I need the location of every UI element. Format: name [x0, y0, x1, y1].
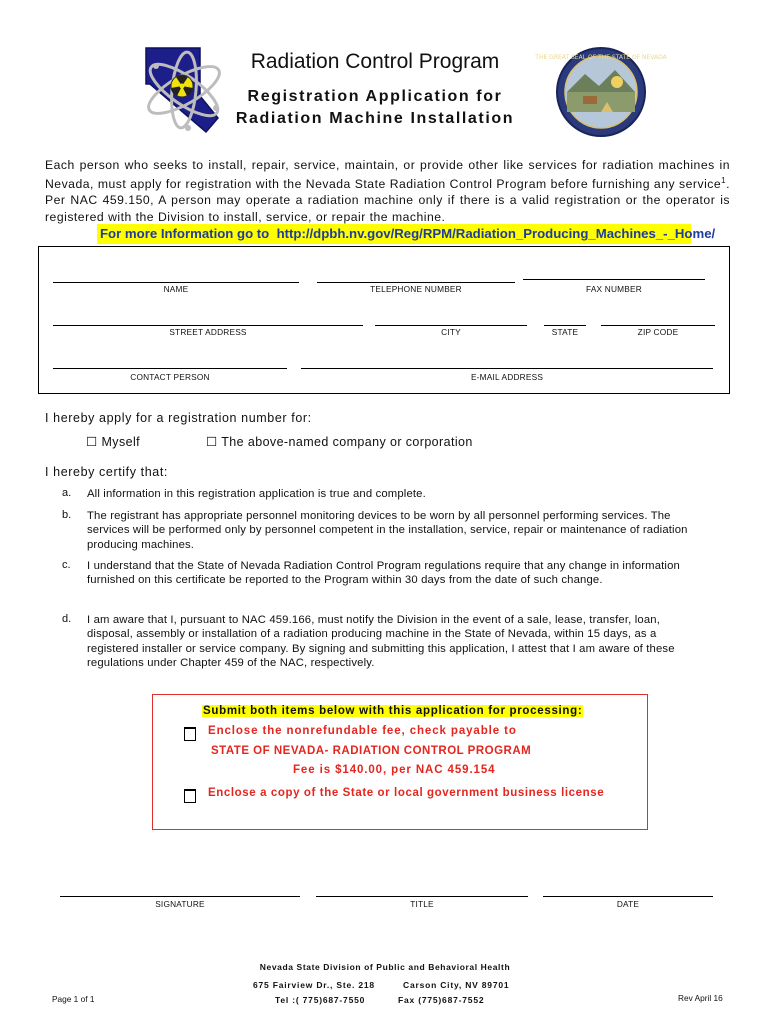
item-b-letter: b. [62, 509, 72, 521]
info-link[interactable]: http://dpbh.nv.gov/Reg/RPM/Radiation_Producing_Machines_-_Home/ [276, 226, 716, 241]
subtitle-line-1: Registration Application for [247, 88, 503, 105]
item-c-text: I understand that the State of Nevada Radiation Control Program regulations require that any change in information furnished on this certificate be reported to the Program within 30 days from the date of such change. [87, 560, 680, 587]
city-label: CITY [441, 327, 461, 337]
signature-label: SIGNATURE [155, 899, 205, 909]
option-company[interactable]: ☐ The above-named company or corporation [206, 435, 473, 449]
name-label: NAME [163, 284, 189, 294]
telephone-label: TELEPHONE NUMBER [370, 284, 462, 294]
item-b-text: The registrant has appropriate personnel monitoring devices to be worn by all personnel performing services. The services will be performed only by personnel competent in the installation, service, repair or maintenance of radiation producing machines. [87, 510, 688, 551]
city-line[interactable] [375, 325, 527, 326]
license-line: Enclose a copy of the State or local government business license [208, 787, 605, 799]
item-a-letter: a. [62, 487, 72, 499]
street-line[interactable] [53, 325, 363, 326]
date-label: DATE [616, 899, 640, 909]
page-number: Page 1 of 1 [52, 994, 95, 1004]
item-c-letter: c. [62, 559, 71, 571]
document-subtitle [210, 86, 540, 130]
footer-city: Carson City, NV 89701 [403, 980, 510, 990]
seal-text: THE GREAT SEAL OF THE STATE OF NEVADA [535, 54, 667, 61]
signature-line[interactable] [60, 896, 300, 897]
applicant-info-box [38, 246, 730, 394]
date-line[interactable] [543, 896, 713, 897]
state-line[interactable] [544, 325, 586, 326]
intro-text-1: Each person who seeks to install, repair, service, maintain, or provide other like services for radiation machines in Nevada, must apply for registration with the Nevada State Radiation Control Program before furnishing any service [45, 158, 730, 192]
fee-line-2: STATE OF NEVADA- RADIATION CONTROL PROGRAM [211, 745, 532, 757]
state-label: STATE [551, 327, 579, 337]
name-line[interactable] [53, 282, 299, 283]
email-label: E-MAIL ADDRESS [470, 372, 544, 382]
revision: Rev April 16 [678, 993, 723, 1003]
nevada-state-seal [535, 46, 667, 138]
intro-text-2: . Per NAC 459.150, A person may operate a radiation machine only if there is a valid registration or the operator is registered with the Division to install, service, or repair the machine. [45, 177, 730, 224]
option-myself[interactable]: ☐ Myself [86, 435, 140, 449]
info-banner [97, 224, 716, 244]
footer-org: Nevada State Division of Public and Behavioral Health [259, 962, 511, 972]
apply-heading: I hereby apply for a registration number for: [45, 411, 312, 425]
footer-address: 675 Fairview Dr., Ste. 218 [253, 980, 375, 990]
telephone-line[interactable] [317, 282, 515, 283]
document-title: Radiation Control Program [250, 50, 500, 73]
zip-label: ZIP CODE [637, 327, 679, 337]
submit-heading: Submit both items below with this application for processing: [203, 705, 583, 717]
contact-line[interactable] [53, 368, 287, 369]
fee-line-3: Fee is $140.00, per NAC 459.154 [293, 764, 496, 776]
item-d-text: I am aware that I, pursuant to NAC 459.166, must notify the Division in the event of a sale, lease, transfer, loan, disposal, assembly or installation of a radiation producing machine in the State of Nevada, within 15 days, as a registered installer or service company. By signing and submitting this application, I attest that I am aware of these regulations under Chapter 459 of the NAC, respectively. [87, 614, 675, 670]
email-line[interactable] [301, 368, 713, 369]
subtitle-line-2: Radiation Machine Installation [235, 110, 515, 127]
fax-label: FAX NUMBER [586, 284, 642, 294]
contact-label: CONTACT PERSON [130, 372, 210, 382]
zip-line[interactable] [601, 325, 715, 326]
fax-line[interactable] [523, 279, 705, 280]
item-a-text: All information in this registration application is true and complete. [87, 488, 426, 500]
footer-fax: Fax (775)687-7552 [398, 995, 485, 1005]
info-prefix: For more Information go to [100, 226, 270, 241]
item-d-letter: d. [62, 613, 72, 625]
title-line[interactable] [316, 896, 528, 897]
street-label: STREET ADDRESS [169, 327, 247, 337]
footer-tel: Tel :( 775)687-7550 [275, 995, 366, 1005]
certify-heading: I hereby certify that: [45, 465, 168, 479]
license-checkbox[interactable] [184, 789, 196, 803]
fee-checkbox[interactable] [184, 727, 196, 741]
fee-line-1: Enclose the nonrefundable fee, check payable to [208, 725, 517, 737]
footnote-marker: 1 [721, 176, 727, 186]
title-label: TITLE [410, 899, 434, 909]
intro-paragraph [45, 157, 730, 225]
